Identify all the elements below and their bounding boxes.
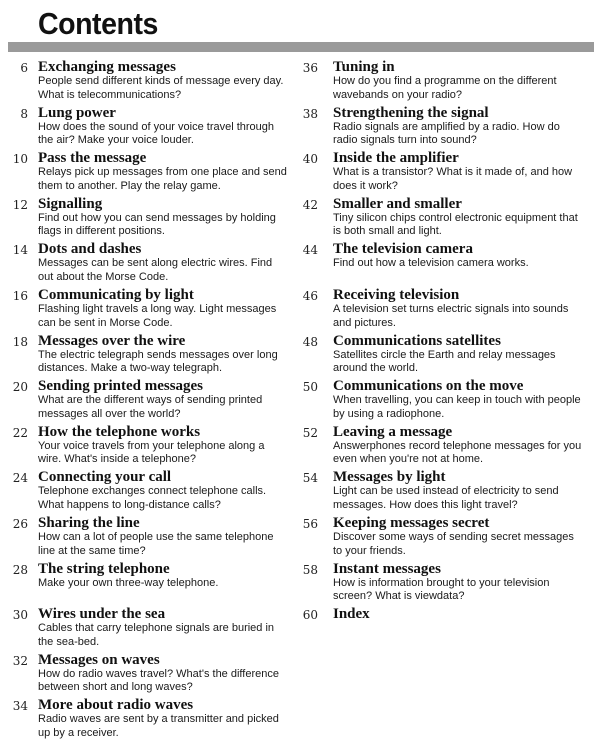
page-number: 50 bbox=[302, 380, 318, 395]
entry-title[interactable]: Connecting your call bbox=[38, 469, 172, 486]
page-number: 44 bbox=[302, 243, 318, 258]
entry-description: A television set turns electric signals into sounds and pictures. bbox=[333, 303, 569, 329]
contents-entry[interactable] bbox=[286, 562, 576, 607]
entry-title[interactable]: The string telephone bbox=[38, 560, 170, 577]
contents-entry[interactable] bbox=[0, 379, 290, 424]
entry-title[interactable]: More about radio waves bbox=[38, 697, 194, 714]
entry-title[interactable]: Sharing the line bbox=[38, 515, 140, 531]
page-number: 8 bbox=[20, 106, 28, 121]
page-number: 16 bbox=[12, 289, 28, 303]
entry-description: Radio signals are amplified by a radio. How do radio signals turn into sound? bbox=[333, 120, 560, 147]
entry-title[interactable]: Exchanging messages bbox=[38, 59, 176, 75]
entry-title[interactable]: Messages by light bbox=[333, 469, 446, 486]
contents-entry[interactable] bbox=[0, 653, 290, 698]
entry-title[interactable]: Dots and dashes bbox=[38, 241, 142, 258]
entry-description: How do radio waves travel? What's the difference between short and long waves? bbox=[38, 667, 279, 694]
contents-entry[interactable] bbox=[286, 288, 576, 333]
entry-title[interactable]: Receiving television bbox=[333, 287, 460, 303]
page-number: 28 bbox=[12, 562, 28, 577]
entry-description: Make your own three-way telephone. bbox=[38, 576, 219, 589]
entry-description: When travelling, you can keep in touch with people by using a radiophone. bbox=[333, 394, 581, 420]
page-number: 46 bbox=[302, 289, 318, 303]
entry-description: How do you find a programme on the different wavebands on your radio? bbox=[333, 75, 557, 101]
entry-title[interactable]: Index bbox=[333, 606, 370, 623]
contents-entry[interactable] bbox=[0, 698, 290, 743]
page-number: 56 bbox=[302, 517, 318, 531]
page-number: 42 bbox=[302, 197, 318, 212]
entry-description: Relays pick up messages from one place and send them to another. Play the relay game. bbox=[38, 166, 287, 192]
entry-description: Satellites circle the Earth and relay messages around the world. bbox=[333, 348, 556, 375]
page-number: 10 bbox=[12, 152, 28, 167]
contents-entry[interactable] bbox=[0, 242, 290, 287]
entry-title[interactable]: How the telephone works bbox=[38, 423, 201, 440]
page-number: 26 bbox=[12, 517, 28, 531]
entry-description: Answerphones record telephone messages for you even when you're not at home. bbox=[333, 439, 582, 466]
entry-title[interactable]: Inside the amplifier bbox=[333, 150, 459, 167]
page-number: 32 bbox=[12, 653, 28, 668]
entry-description: Telephone exchanges connect telephone calls. What happens to long-distance calls? bbox=[38, 485, 267, 511]
entry-description: Find out how a television camera works. bbox=[333, 257, 529, 270]
page-number: 34 bbox=[12, 699, 28, 714]
entry-description: People send different kinds of message every day. What is telecommunications? bbox=[38, 75, 284, 101]
page-title: Contents bbox=[38, 6, 158, 41]
header-divider-bar bbox=[8, 42, 594, 52]
entry-description: Messages can be sent along electric wires. Find out about the Morse Code. bbox=[38, 257, 273, 283]
entry-title[interactable]: Messages on waves bbox=[38, 651, 160, 668]
page-number: 14 bbox=[12, 243, 28, 258]
contents-entry[interactable] bbox=[0, 151, 290, 196]
entry-title[interactable]: Strengthening the signal bbox=[333, 104, 489, 121]
entry-description: Cables that carry telephone signals are buried in the sea-bed. bbox=[38, 622, 275, 648]
contents-entry[interactable] bbox=[0, 470, 290, 515]
entry-description: The electric telegraph sends messages over long distances. Make a two-way telegraph. bbox=[38, 348, 278, 375]
entry-description: How does the sound of your voice travel through the air? Make your voice louder. bbox=[38, 120, 275, 147]
page-number: 60 bbox=[302, 608, 318, 623]
entry-title[interactable]: Communicating by light bbox=[38, 287, 194, 303]
entry-description: Radio waves are sent by a transmitter and picked up by a receiver. bbox=[38, 713, 279, 739]
entry-title[interactable]: The television camera bbox=[333, 241, 473, 258]
entry-description: How is information brought to your television screen? What is viewdata? bbox=[333, 576, 550, 603]
entry-description: Light can be used instead of electricity to send messages. How does this light travel? bbox=[333, 485, 559, 511]
entry-title[interactable]: Tuning in bbox=[333, 59, 395, 75]
contents-entry[interactable] bbox=[286, 197, 576, 242]
contents-entry[interactable] bbox=[286, 60, 576, 105]
entry-title[interactable]: Communications on the move bbox=[333, 378, 524, 395]
page-number: 58 bbox=[302, 562, 318, 577]
contents-entry[interactable] bbox=[286, 516, 576, 561]
contents-entry[interactable] bbox=[286, 607, 576, 652]
page-number: 52 bbox=[302, 425, 318, 440]
entry-title[interactable]: Sending printed messages bbox=[38, 378, 204, 395]
contents-entry[interactable] bbox=[286, 378, 581, 424]
page-number: 48 bbox=[302, 334, 318, 349]
entry-description: Tiny silicon chips control electronic equipment that is both small and light. bbox=[333, 211, 578, 238]
contents-entry[interactable] bbox=[0, 516, 290, 561]
page-number: 40 bbox=[302, 152, 318, 167]
page-number: 36 bbox=[302, 61, 318, 75]
contents-entry[interactable] bbox=[286, 470, 576, 515]
entry-description: What is a transistor? What is it made of, and how does it work? bbox=[333, 166, 573, 192]
contents-entry[interactable] bbox=[286, 334, 576, 379]
entry-title[interactable]: Messages over the wire bbox=[38, 332, 186, 349]
page-number: 30 bbox=[12, 608, 28, 623]
entry-title[interactable]: Signalling bbox=[38, 195, 103, 212]
entry-title[interactable]: Pass the message bbox=[38, 150, 147, 167]
contents-entry[interactable] bbox=[286, 151, 576, 196]
page-number: 22 bbox=[12, 425, 28, 440]
contents-entry[interactable] bbox=[0, 334, 290, 379]
entry-description: Find out how you can send messages by holding flags in different positions. bbox=[38, 211, 276, 238]
page-number: 38 bbox=[302, 106, 318, 121]
page-number: 24 bbox=[12, 471, 28, 486]
entry-title[interactable]: Instant messages bbox=[333, 560, 441, 577]
page-number: 12 bbox=[12, 197, 28, 212]
contents-entry[interactable] bbox=[286, 423, 582, 470]
contents-entry[interactable] bbox=[286, 242, 576, 287]
entry-description: Flashing light travels a long way. Light messages can be sent in Morse Code. bbox=[38, 303, 277, 329]
entry-title[interactable]: Smaller and smaller bbox=[333, 195, 462, 212]
entry-description: Your voice travels from your telephone along a wire. What's inside a telephone? bbox=[38, 439, 265, 466]
contents-entry[interactable] bbox=[0, 106, 290, 151]
entry-title[interactable]: Wires under the sea bbox=[38, 606, 166, 623]
contents-entry[interactable] bbox=[0, 607, 290, 652]
contents-entry[interactable] bbox=[0, 425, 290, 470]
page-number: 18 bbox=[12, 334, 28, 349]
page-number: 54 bbox=[302, 471, 318, 486]
page-number: 20 bbox=[12, 380, 28, 395]
contents-entry[interactable] bbox=[0, 562, 290, 607]
entry-title[interactable]: Leaving a message bbox=[333, 423, 453, 440]
contents-entry[interactable] bbox=[0, 60, 290, 105]
entry-description: What are the different ways of sending printed messages all over the world? bbox=[38, 394, 263, 420]
entry-description: How can a lot of people use the same telephone line at the same time? bbox=[38, 531, 274, 557]
entry-description: Discover some ways of sending secret messages to your friends. bbox=[333, 531, 574, 557]
contents-entry[interactable] bbox=[286, 106, 576, 151]
contents-entry[interactable] bbox=[0, 288, 290, 333]
entry-title[interactable]: Lung power bbox=[38, 104, 116, 121]
page-number: 6 bbox=[20, 61, 28, 75]
entry-title[interactable]: Keeping messages secret bbox=[333, 515, 490, 531]
entry-title[interactable]: Communications satellites bbox=[333, 332, 501, 349]
contents-entry[interactable] bbox=[0, 197, 290, 242]
